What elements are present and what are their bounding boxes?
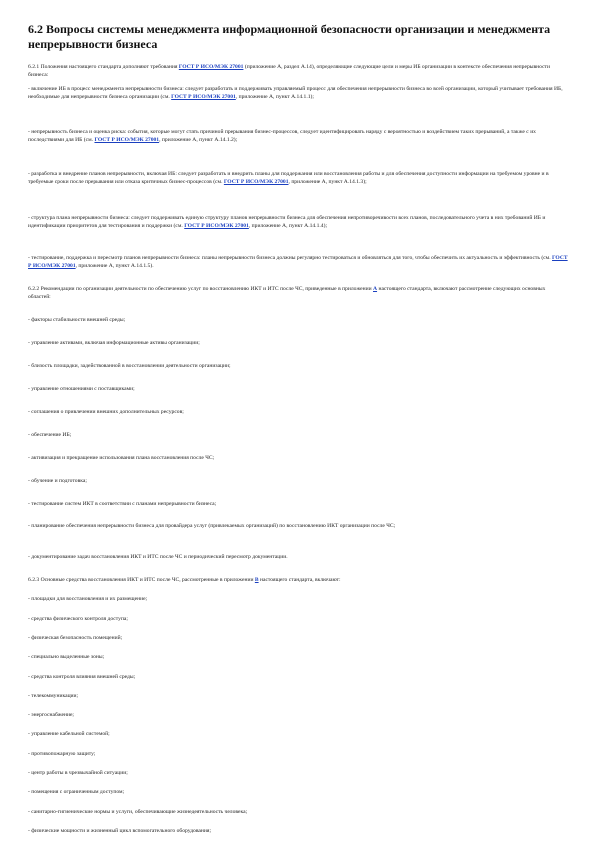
list-item: - площадки для восстановления и их размещение; (28, 596, 148, 603)
list-item: - управление кабельной системой; (28, 731, 110, 738)
gost-link[interactable]: ГОСТ Р ИСО/МЭК 27001 (94, 137, 160, 144)
appendix-a-link[interactable]: А (373, 286, 378, 292)
section-heading: 6.2 Вопросы системы менеджмента информационной безопасности организации и менеджмента непрерывности бизнеса (28, 22, 551, 51)
paragraph-6-2-1: 6.2.1 Положения настоящего стандарта дополняют требования ГОСТ Р ИСО/МЭК 27001 (приложение А, раздел А.14), определяющие следующие цели и меры ИБ организации в контексте обеспечения непрерывности бизнеса: (28, 64, 550, 79)
list-item: - активизация и прекращение использования плана восстановления после ЧС; (28, 455, 215, 461)
appendix-b-link[interactable]: В (254, 577, 259, 583)
gost-link[interactable]: ГОСТ Р ИСО/МЭК 27001 (28, 255, 568, 270)
bullet-paragraph-5: - тестирование, поддержка и пересмотр планов непрерывности бизнеса: планы непрерывности бизнеса должны регулярно тестироваться и обновляться для того, чтобы обеспечить их актуальность и эффективность (см. ГОСТ Р ИСО/МЭК 27001, приложение А, пункт А.14.1.5). (28, 255, 568, 270)
paragraph-6-2-3: 6.2.3 Основные средства восстановления ИКТ и ИТС после ЧС, рассмотренные в приложении В настоящего стандарта, включают: (28, 577, 341, 583)
list-item: - обеспечение ИБ; (28, 432, 72, 438)
list-item: - физические мощности и жизненный цикл вспомогательного оборудования; (28, 828, 212, 834)
list-item: - физическая безопасность помещений; (28, 634, 123, 641)
list-item: - центр работы в чрезвычайной ситуации; (28, 770, 128, 777)
list-item: - санитарно-гигиенические нормы и услуги, обеспечивающие жизнедеятельность человека; (28, 808, 248, 815)
list-item: - близость площадки, задействованной в восстановлении деятельности организации; (28, 363, 231, 369)
gost-link[interactable]: ГОСТ Р ИСО/МЭК 27001 (178, 64, 244, 70)
list-item: - энергоснабжение; (28, 712, 74, 719)
list-item: - тестирование систем ИКТ в соответствии с планами непрерывности бизнеса; (28, 501, 217, 507)
list-item: - средства контроля влияния внешней среды; (28, 673, 136, 680)
list-item: - документирование задач восстановления ИКТ и ИТС после ЧС и периодический пересмотр документации. (28, 554, 288, 560)
bullet-paragraph-3: - разработка и внедрение планов непрерывности, включая ИБ: следует разработать и внедрить планы для поддержания или восстановления работы и для обеспечения доступности информации на требуемом уровне и в требуемые сроки после прерывания или отказа критичных бизнес-процессов (см. ГОСТ Р ИСО/МЭК 27001, приложение А, пункт А.14.1.3); (28, 171, 549, 186)
list-item: - помещения с ограниченным доступом; (28, 789, 125, 796)
list-item: - планирование обеспечения непрерывности бизнеса для провайдера услуг (привлекаемых организаций) по восстановлению ИКТ организации после ЧС; (28, 523, 396, 529)
list-item: - обучение и подготовка; (28, 478, 87, 484)
list-item: - управление отношениями с поставщиками; (28, 386, 135, 392)
list-item: - телекоммуникации; (28, 692, 79, 699)
gost-link[interactable]: ГОСТ Р ИСО/МЭК 27001 (184, 223, 249, 230)
bullet-paragraph-4: - структура плана непрерывности бизнеса: следует поддерживать единую структуру планов непрерывности бизнеса для обеспечения непротиворечивости всех планов, последовательного учета в них требований ИБ и идентификации приоритетов для тестирования и поддержки (см. ГОСТ Р ИСО/МЭК 27001, приложение А, пункт А.14.1.4); (28, 215, 546, 230)
bullet-paragraph-1: - включение ИБ в процесс менеджмента непрерывности бизнеса: следует разработать и поддерживать управляемый процесс для обеспечения непрерывности бизнеса во всей организации, который учитывает требования ИБ, необходимые для непрерывности бизнеса организации (см. ГОСТ Р ИСО/МЭК 27001, приложение А, пункт А.14.1.1); (28, 86, 563, 101)
list-item: - факторы стабильности внешней среды; (28, 317, 126, 323)
paragraph-6-2-2: 6.2.2 Рекомендации по организации деятельности по обеспечению услуг по восстановлению ИКТ и ИТС после ЧС, приведенные в приложении А настоящего стандарта, включают рассмотрение следующих основных областей: (28, 286, 546, 301)
list-item: - средства физического контроля доступа; (28, 615, 128, 622)
gost-link[interactable]: ГОСТ Р ИСО/МЭК 27001 (223, 179, 289, 186)
list-item: - противопожарную защиту; (28, 750, 96, 757)
list-item: - соглашения о привлечении внешних дополнительных ресурсов; (28, 409, 184, 415)
list-item: - управление активами, включая информационные активы организации; (28, 340, 200, 346)
list-item: - специально выделенные зоны; (28, 654, 105, 661)
bullet-paragraph-2: - непрерывность бизнеса и оценка риска: события, которые могут стать причиной прерывания бизнес-процессов, следует идентифицировать наряду с вероятностью и воздействием таких прерываний, а также с их последствиями для ИБ (см. ГОСТ Р ИСО/МЭК 27001, приложение А, пункт А.14.1.2); (28, 129, 536, 144)
gost-link[interactable]: ГОСТ Р ИСО/МЭК 27001 (171, 94, 236, 101)
